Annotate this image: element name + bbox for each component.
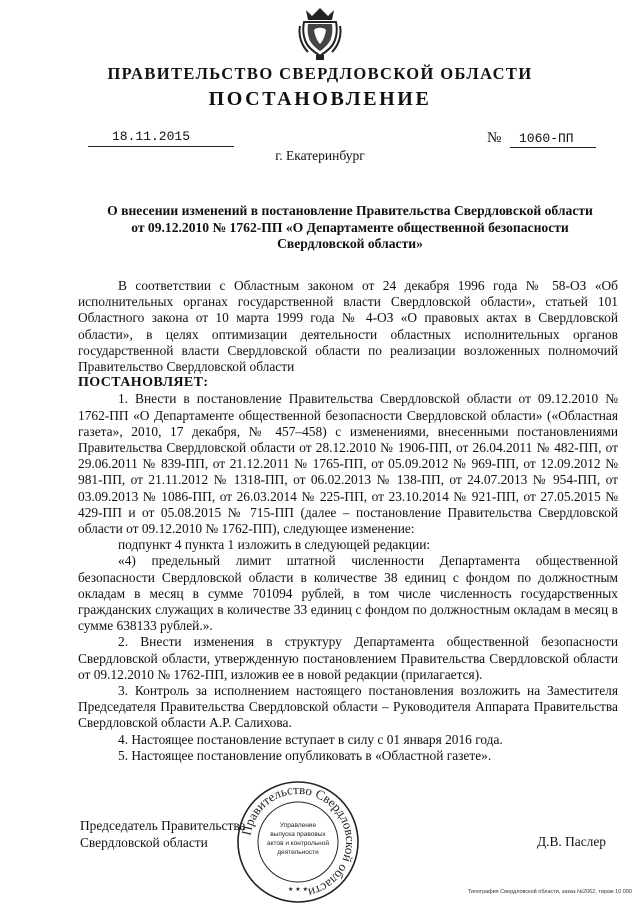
document-date: 18.11.2015 <box>112 129 191 144</box>
seal-inner-line: выпуска правовых <box>270 831 326 838</box>
document-type: ПОСТАНОВЛЕНИЕ <box>208 88 432 110</box>
seal-stars: ★ ★ ★ <box>288 886 308 893</box>
print-footer-note: Типография Свердловской области, заказ №2062, тираж 10 000 <box>467 889 632 895</box>
seal-inner-line: Управление <box>279 822 317 829</box>
item-5-paragraph: 5. Настоящее постановление опубликовать в «Областной газете». <box>118 747 492 763</box>
item-1-subparagraph: подпункт 4 пункта 1 изложить в следующей редакции: <box>118 537 431 553</box>
title-line: О внесении изменений в постановление Правительства Свердловской области <box>107 203 593 218</box>
signatory-name: Д.В. Паслер <box>537 834 606 849</box>
signatory-position <box>80 818 245 851</box>
title-line: от 09.12.2010 № 1762-ПП «О Департаменте общественной безопасности <box>131 219 569 235</box>
city: г. Екатеринбург <box>275 148 365 163</box>
document-number: 1060-ПП <box>519 131 574 146</box>
item-3-paragraph: 3. Контроль за исполнением настоящего постановления возложить на Заместителя Председателя Правительства Свердловской области – Руководителя Аппарата Правительства Свердловской области А.Р. Салихова. <box>78 683 618 731</box>
coat-of-arms-icon <box>298 6 342 62</box>
item-4-paragraph: 4. Настоящее постановление вступает в силу с 01 января 2016 года. <box>118 731 503 747</box>
decree-word: ПОСТАНОВЛЯЕТ: <box>78 375 209 391</box>
document-body <box>78 278 618 764</box>
preamble-paragraph: В соответствии с Областным законом от 24 декабря 1996 года № 58-ОЗ «Об исполнительных органах государственной власти Свердловской области», статьей 101 Областного закона от 10 марта 1999 года № 4-ОЗ «О правовых актах в Свердловской области», в целях оптимизации деятельности областных исполнительных органов государственной власти Свердловской области по реализации возложенных полномочий Правительство Свердловской области <box>78 278 618 375</box>
signatory-position-line: Председатель Правительства <box>80 818 246 833</box>
organization-name: ПРАВИТЕЛЬСТВО СВЕРДЛОВСКОЙ ОБЛАСТИ <box>107 64 533 83</box>
seal-inner-line: деятельности <box>277 849 319 856</box>
official-seal <box>235 779 361 905</box>
number-sign: № <box>487 130 502 146</box>
date-underline <box>88 146 234 147</box>
title-line: Свердловской области» <box>277 236 423 251</box>
signatory-position-line: Свердловской области <box>80 834 208 850</box>
item-2-paragraph: 2. Внести изменения в структуру Департамента общественной безопасности Свердловской области, утвержденную постановлением Правительства Свердловской области от 09.12.2010 № 1762-ПП, изложив ее в новой редакции (прилагается). <box>78 634 618 682</box>
seal-outer-text: Правительство Свердловской области <box>238 781 359 901</box>
item-1-paragraph: 1. Внести в постановление Правительства Свердловской области от 09.12.2010 № 1762-ПП «О Департаменте общественной безопасности Свердловской области» («Областная газета», 2010, 17 декабря, № 457–458) с изменениями, внесенными постановлениями Правительства Свердловской области от 28.12.2010 № 1906-ПП, от 26.04.2011 № 482-ПП, от 29.06.2011 № 839-ПП, от 21.12.2011 № 1765-ПП, от 05.09.2012 № 969-ПП, от 12.09.2012 № 981-ПП, от 21.11.2012 № 1318-ПП, от 06.02.2013 № 138-ПП, от 24.07.2013 № 954-ПП, от 03.09.2013 № 1086-ПП, от 26.03.2014 № 225-ПП, от 23.10.2014 № 921-ПП, от 27.05.2015 № 429-ПП и от 05.08.2015 № 715-ПП (далее – постановление Правительства Свердловской области от 09.12.2010 № 1762-ПП), следующее изменение: <box>78 391 618 537</box>
document-title <box>80 203 620 253</box>
seal-inner-line: актов и контрольной <box>267 840 329 847</box>
item-1-quote: «4) предельный лимит штатной численности Департамента общественной безопасности Свердловской области в количестве 38 единиц с фондом по должностным окладам в месяц в сумме 701094 рублей, в том числе численность государственных гражданских служащих в количестве 33 единиц с фондом по должностным окладам в месяц в сумме 638133 рублей.». <box>78 553 618 634</box>
